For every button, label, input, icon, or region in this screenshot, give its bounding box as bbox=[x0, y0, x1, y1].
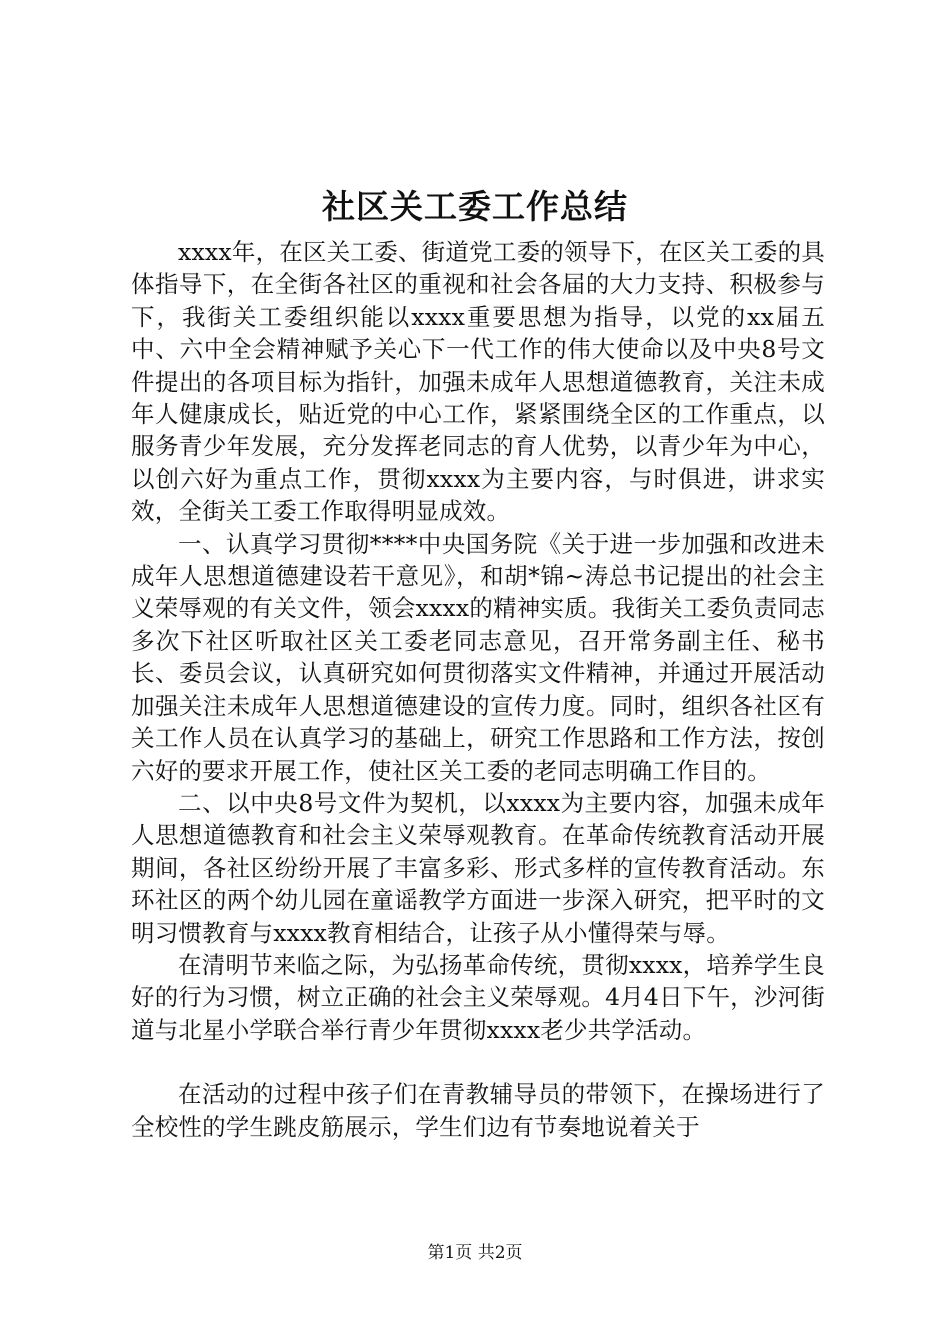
page-indicator: 第1页 共2页 bbox=[427, 1243, 523, 1263]
document-body bbox=[131, 236, 825, 1143]
paragraph-section-one: 一、认真学习贯彻****中央国务院《关于进一步加强和改进未成年人思想道德建设若干意见》，和胡*锦~涛总书记提出的社会主义荣辱观的有关文件，领会xxxx的精神实质。我街关工委负责同志多次下社区听取社区关工委老同志意见，召开常务副主任、秘书长、委员会议，认真研究如何贯彻落实文件精神，并通过开展活动加强关注未成年人思想道德建设的宣传力度。同时，组织各社区有关工作人员在认真学习的基础上，研究工作思路和工作方法，按创六好的要求开展工作，使社区关工委的老同志明确工作目的。 bbox=[131, 529, 825, 785]
paragraph-qingming: 在清明节来临之际，为弘扬革命传统，贯彻xxxx，培养学生良好的行为习惯，树立正确的社会主义荣辱观。4月4日下午，沙河街道与北星小学联合举行青少年贯彻xxxx老少共学活动。 bbox=[131, 950, 825, 1044]
document-title: 社区关工委工作总结 bbox=[322, 187, 628, 226]
paragraph-section-two: 二、以中央8号文件为契机，以xxxx为主要内容，加强未成年人思想道德教育和社会主义荣辱观教育。在革命传统教育活动开展期间，各社区纷纷开展了丰富多彩、形式多样的宣传教育活动。东环社区的两个幼儿园在童谣教学方面进一步深入研究，把平时的文明习惯教育与xxxx教育相结合，让孩子从小懂得荣与辱。 bbox=[131, 788, 825, 947]
paragraph-activity: 在活动的过程中孩子们在青教辅导员的带领下，在操场进行了全校性的学生跳皮筋展示，学生们边有节奏地说着关于 bbox=[131, 1080, 825, 1141]
paragraph-intro: xxxx年，在区关工委、街道党工委的领导下，在区关工委的具体指导下，在全街各社区的重视和社会各届的大力支持、积极参与下，我街关工委组织能以xxxx重要思想为指导，以党的xx届五中、六中全会精神赋予关心下一代工作的伟大使命以及中央8号文件提出的各项目标为指针，加强未成年人思想道德教育，关注未成年人健康成长，贴近党的中心工作，紧紧围绕全区的工作重点，以服务青少年发展，充分发挥老同志的育人优势，以青少年为中心，以创六好为重点工作，贯彻xxxx为主要内容，与时俱进，讲求实效，全街关工委工作取得明显成效。 bbox=[131, 238, 825, 526]
